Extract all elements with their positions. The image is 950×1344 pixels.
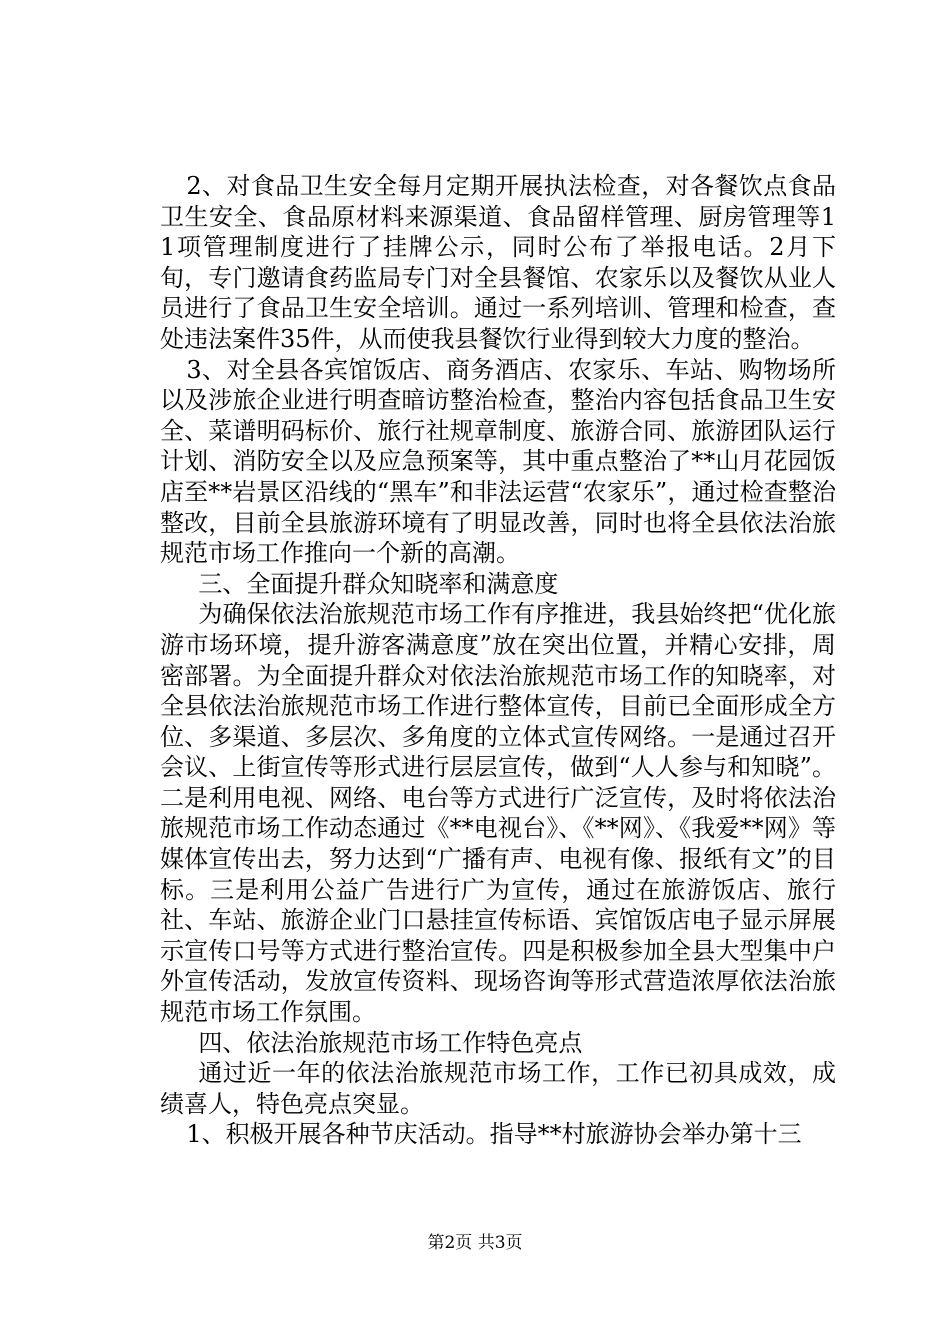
- document-body: [160, 171, 836, 1150]
- section-heading-3: 三、全面提升群众知晓率和满意度: [198, 569, 559, 598]
- paragraph-inspection: 3、对全县各宾馆饭店、商务酒店、农家乐、车站、购物场所以及涉旅企业进行明查暗访整治检查，整治内容包括食品卫生安全、菜谱明码标价、旅行社规章制度、旅游合同、旅游团队运行计划、消防安全以及应急预案等，其中重点整治了**山月花园饭店至**岩景区沿线的“黑车”和非法运营“农家乐”，通过检查整治整改，目前全县旅游环境有了明显改善，同时也将全县依法治旅规范市场工作推向一个新的高潮。: [160, 355, 836, 568]
- paragraph-festivals: 1、积极开展各种节庆活动。指导**村旅游协会举办第十三: [186, 1120, 802, 1149]
- page-number-footer: 第2页 共3页: [427, 1233, 523, 1253]
- paragraph-food-safety: 2、对食品卫生安全每月定期开展执法检查，对各餐饮点食品卫生安全、食品原材料来源渠道、食品留样管理、厨房管理等11项管理制度进行了挂牌公示，同时公布了举报电话。2月下旬，专门邀请食药监局专门对全县餐馆、农家乐以及餐饮从业人员进行了食品卫生安全培训。通过一系列培训、管理和检查，查处违法案件35件，从而使我县餐饮行业得到较大力度的整治。: [160, 172, 836, 353]
- section-heading-4: 四、依法治旅规范市场工作特色亮点: [198, 1028, 583, 1057]
- paragraph-results: 通过近一年的依法治旅规范市场工作，工作已初具成效，成绩喜人，特色亮点突显。: [160, 1059, 836, 1118]
- paragraph-publicity: 为确保依法治旅规范市场工作有序推进，我县始终把“优化旅游市场环境，提升游客满意度”放在突出位置，并精心安排，周密部署。为全面提升群众对依法治旅规范市场工作的知晓率，对全县依法治旅规范市场工作进行整体宣传，目前已全面形成全方位、多渠道、多层次、多角度的立体式宣传网络。一是通过召开会议、上街宣传等形式进行层层宣传，做到“人人参与和知晓”。二是利用电视、网络、电台等方式进行广泛宣传，及时将依法治旅规范市场工作动态通过《**电视台》、《**网》、《我爱**网》等媒体宣传出去，努力达到“广播有声、电视有像、报纸有文”的目标。三是利用公益广告进行广为宣传，通过在旅游饭店、旅行社、车站、旅游企业门口悬挂宣传标语、宾馆饭店电子显示屏展示宣传口号等方式进行整治宣传。四是积极参加全县大型集中户外宣传活动，发放宣传资料、现场咨询等形式营造浓厚依法治旅规范市场工作氛围。: [160, 600, 836, 1027]
